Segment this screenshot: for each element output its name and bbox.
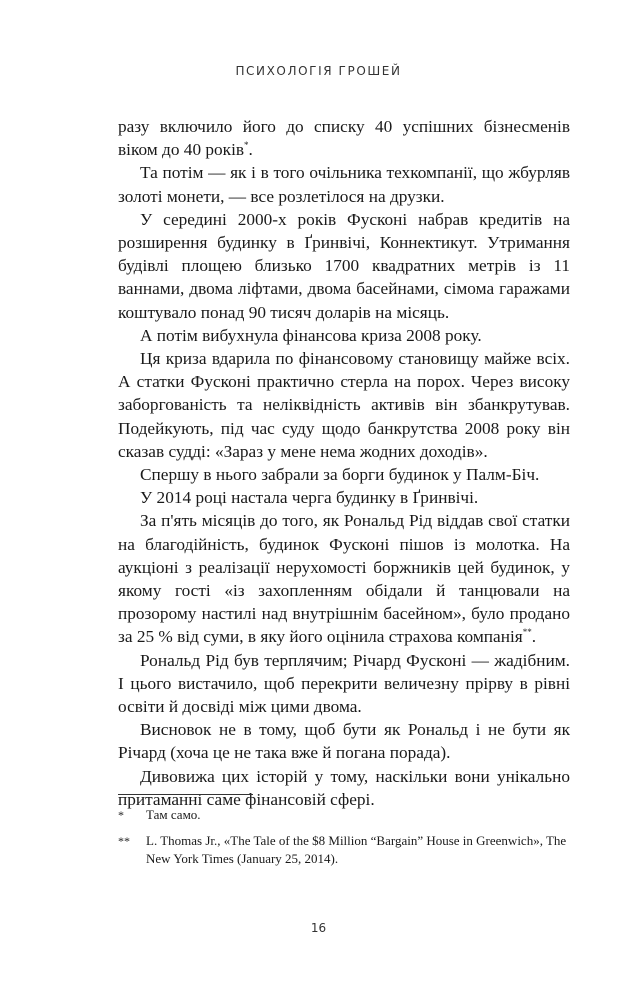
footnote-marker: * [244, 140, 249, 151]
paragraph: Висновок не в тому, щоб бути як Рональд і не бути як Річард (хоча це не така вже й погана порада). [118, 720, 570, 763]
footnote-divider [118, 794, 253, 795]
paragraph: разу включило його до списку 40 успішних бізнесменів віком до 40 років*. [118, 117, 570, 160]
paragraph: Рональд Рід був терплячим; Річард Фусконі — жадібним. І цього вистачило, щоб перекрити величезну прірву в рівні освіти й досвіді між цими двома. [118, 650, 570, 717]
body-text [118, 115, 570, 811]
paragraph: Спершу в нього забрали за борги будинок у Палм-Біч. [140, 465, 540, 485]
page-number: 16 [310, 921, 327, 935]
paragraph: Дивовижа цих історій у тому, наскільки вони унікально притаманні саме фінансовій сфері. [118, 766, 570, 809]
footnote [118, 806, 573, 824]
paragraph: За п'ять місяців до того, як Рональд Рід віддав свої статки на благодійність, будинок Фусконі пішов із молотка. На аукціоні з реалізації нерухомості боржників цей будинок, у якому гості «із захопленням обідали й танцювали на прозорому настилі над внутрішнім басейном», було продано за 25 % від суми, в яку його оцінила страхова компанія**. [118, 511, 570, 647]
footnote-text: Там само. [146, 807, 201, 822]
paragraph-text: разу включило його до списку 40 успішних бізнесменів віком до 40 років [118, 117, 570, 160]
paragraph: Та потім — як і в того очільника техкомпанії, що жбурляв золоті монети, — все розлетілося на друзки. [118, 163, 570, 206]
paragraph: Ця криза вдарила по фінансовому становищу майже всіх. А статки Фусконі практично стерла на порох. Через високу заборгованість та неліквідність активів він збанкрутував. Подейкують, під час суду щодо банкрутства 2008 року він сказав судді: «Зараз у мене нема жодних доходів». [118, 349, 570, 461]
footnote-symbol: * [118, 808, 124, 822]
paragraph: А потім вибухнула фінансова криза 2008 року. [140, 325, 482, 345]
footnote-text: L. Thomas Jr., «The Tale of the $8 Million “Bargain” House in Greenwich», The New York Times (January 25, 2014). [146, 833, 567, 866]
footnotes [118, 806, 573, 876]
running-head: ПСИХОЛОГІЯ ГРОШЕЙ [235, 64, 402, 78]
paragraph: У 2014 році настала черга будинку в Ґринвічі. [140, 488, 479, 508]
footnote [118, 832, 573, 868]
paragraph: У середині 2000-х років Фусконі набрав кредитів на розширення будинку в Ґринвічі, Коннектикут. Утримання будівлі площею близько 1700 квадратних метрів із 11 ваннами, двома ліфтами, двома басейнами, сімома гаражами коштувало понад 90 тисяч доларів на місяць. [118, 209, 570, 322]
footnote-marker: ** [522, 627, 532, 638]
paragraph-text: За п'ять місяців до того, як Рональд Рід віддав свої статки на благодійність, будинок Фусконі пішов із молотка. На аукціоні з реалізації нерухомості боржників цей будинок, у якому гості «із захопленням обідали й танцювали на прозорому настилі над внутрішнім басейном», було продано за 25 % від суми, в яку його оцінила страхова компанія [118, 511, 570, 647]
footnote-symbol: ** [118, 834, 130, 848]
